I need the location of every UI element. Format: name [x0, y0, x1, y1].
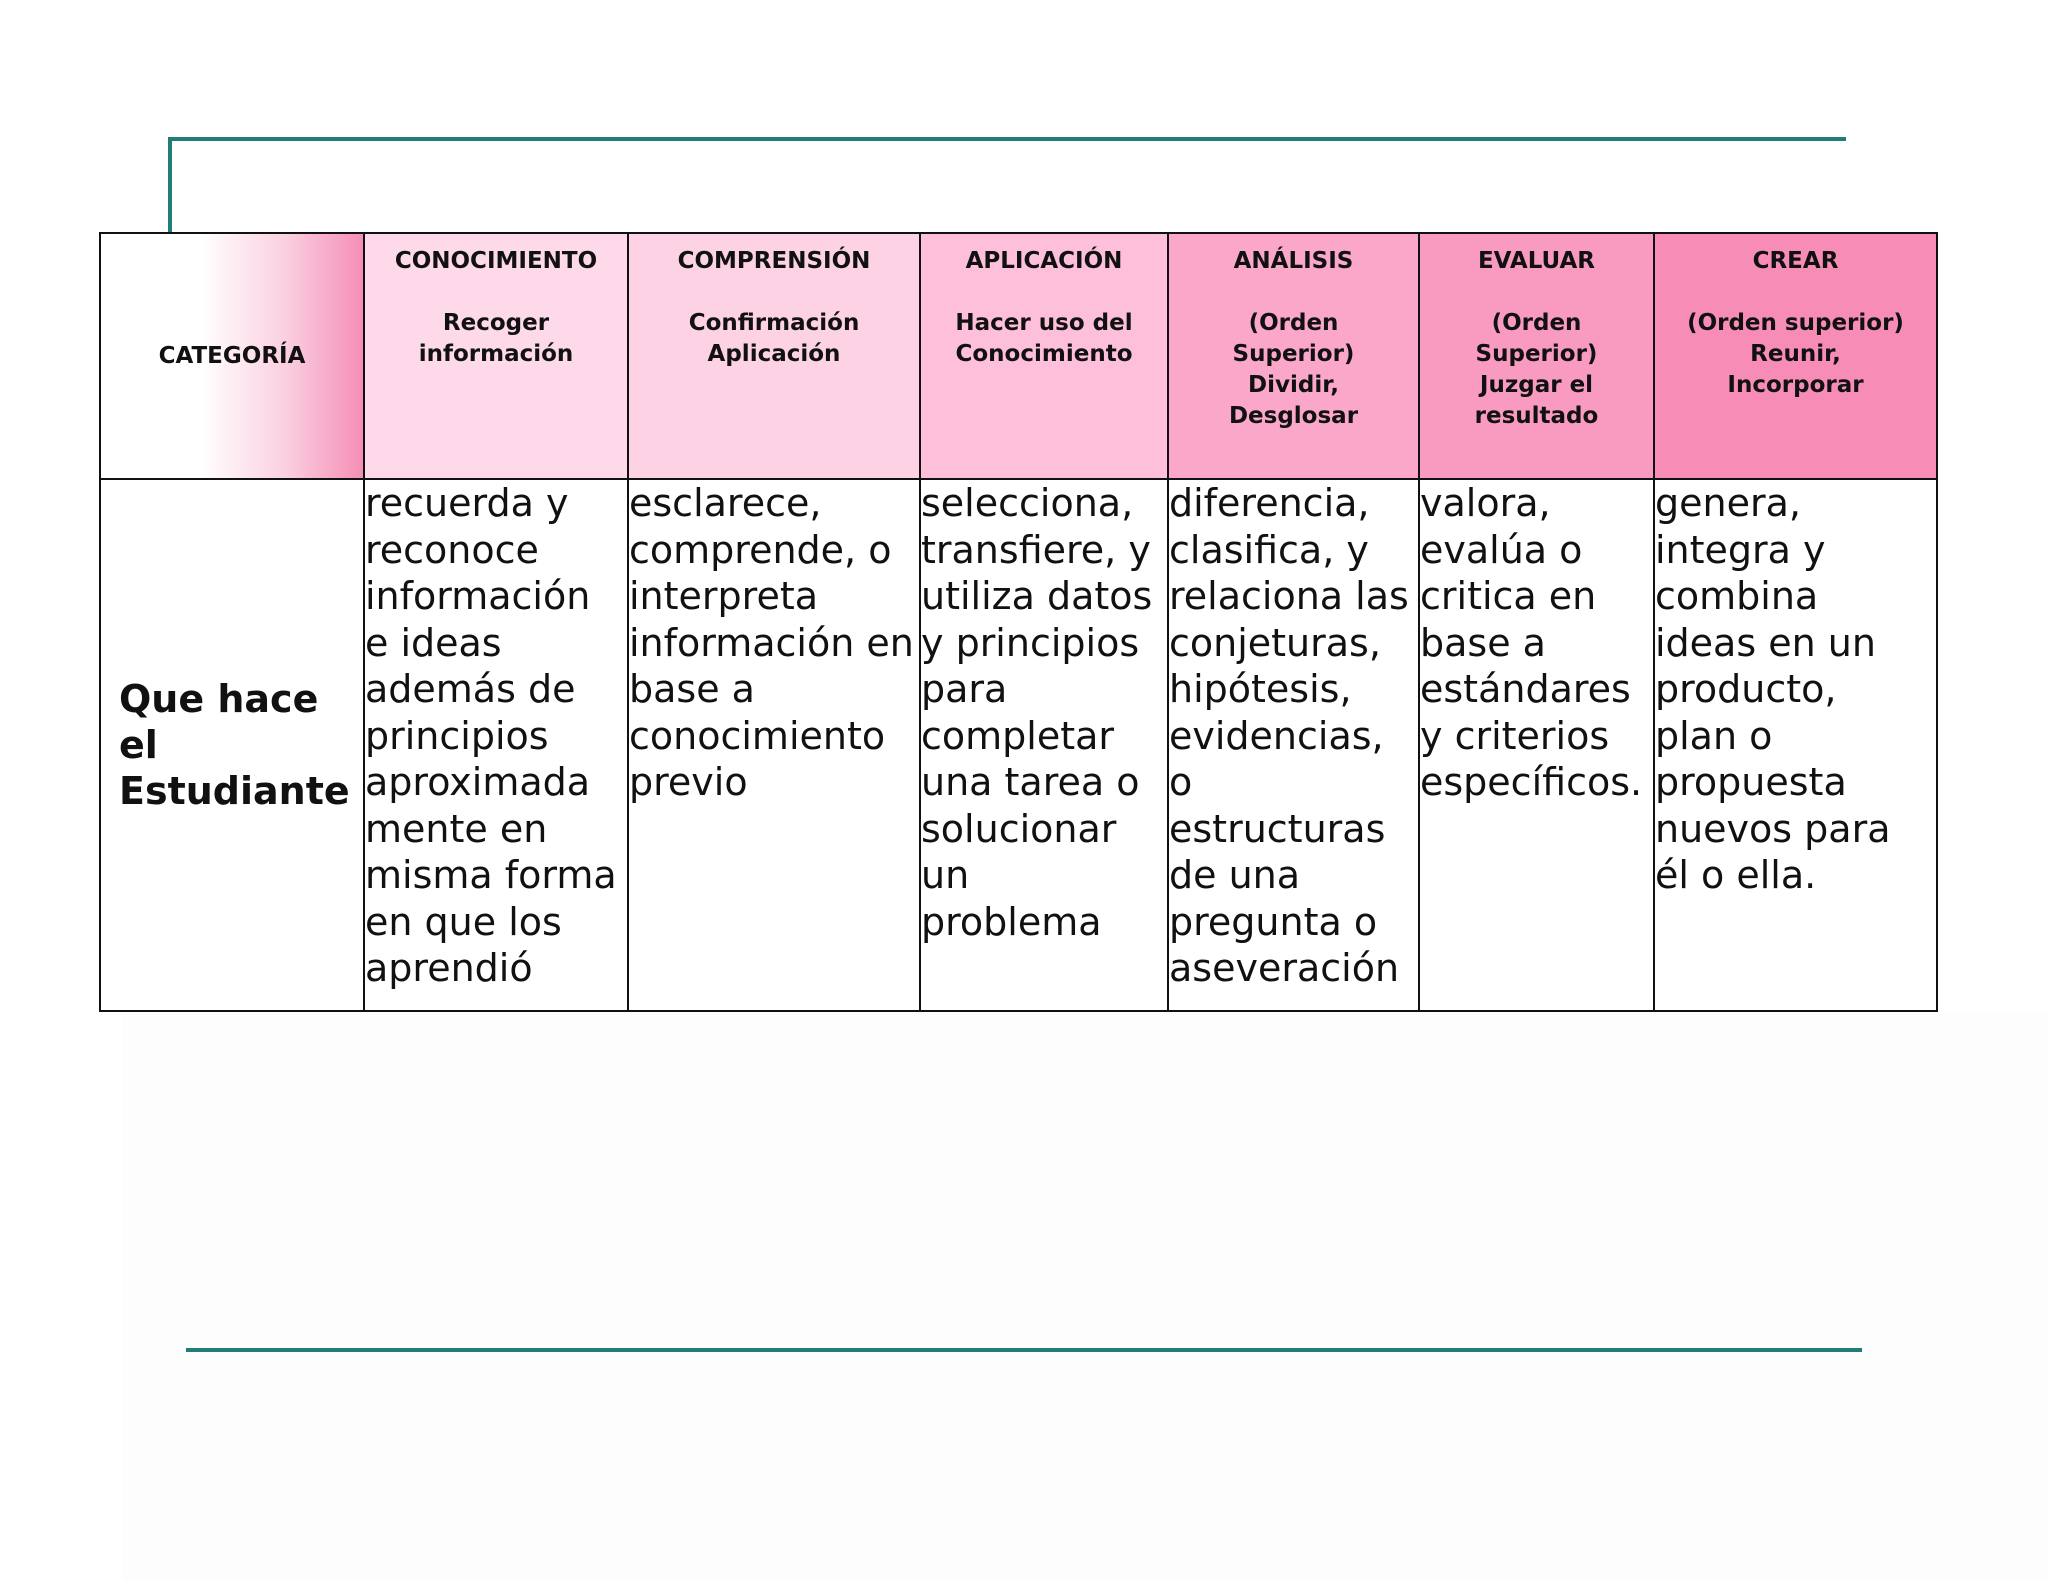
frame-line-top	[168, 137, 1846, 141]
header-level-comprension	[628, 233, 920, 479]
header-level-conocimiento	[364, 233, 628, 479]
header-row	[100, 233, 1937, 479]
level-description: Confirmación Aplicación	[688, 310, 860, 367]
frame-line-left	[168, 137, 172, 235]
level-description: (Orden Superior) Dividir, Desglosar	[1228, 310, 1359, 429]
level-name: ANÁLISIS	[1233, 248, 1354, 274]
category-label: CATEGORÍA	[158, 342, 306, 369]
header-category-cell	[100, 233, 364, 479]
header-level-evaluar	[1419, 233, 1654, 479]
student-row	[100, 479, 1937, 1011]
cell-comprension: esclarece, comprende, o interpreta información en base a conocimiento previo	[628, 479, 920, 1011]
level-name: CREAR	[1752, 248, 1839, 274]
level-name: APLICACIÓN	[965, 248, 1123, 274]
cell-crear: genera, integra y combina ideas en un producto, plan o propuesta nuevos para él o ella.	[1654, 479, 1937, 1011]
cell-analisis: diferencia, clasifica, y relaciona las conjeturas, hipótesis, evidencias, o estructuras de una pregunta o aseveración	[1168, 479, 1419, 1011]
cell-aplicacion: selecciona, transfiere, y utiliza datos y principios para completar una tarea o solucionar un problema	[920, 479, 1168, 1011]
level-name: EVALUAR	[1477, 248, 1596, 274]
header-level-crear	[1654, 233, 1937, 479]
cell-evaluar: valora, evalúa o critica en base a estándares y criterios específicos.	[1419, 479, 1654, 1011]
frame-line-bottom	[186, 1348, 1862, 1352]
header-level-analisis	[1168, 233, 1419, 479]
background-panel	[122, 1010, 2048, 1582]
level-description: Recoger información	[418, 310, 574, 367]
level-description: Hacer uso del Conocimiento	[955, 310, 1133, 367]
bloom-taxonomy-table	[99, 232, 1938, 1012]
level-description: (Orden superior) Reunir, Incorporar	[1687, 310, 1904, 398]
row-label: Que hace el Estudiante	[100, 479, 364, 1011]
level-name: COMPRENSIÓN	[677, 248, 871, 274]
level-name: CONOCIMIENTO	[394, 248, 598, 274]
level-description: (Orden Superior) Juzgar el resultado	[1474, 310, 1599, 429]
header-level-aplicacion	[920, 233, 1168, 479]
cell-conocimiento: recuerda y reconoce información e ideas además de principios aproximada mente en misma forma en que los aprendió	[364, 479, 628, 1011]
